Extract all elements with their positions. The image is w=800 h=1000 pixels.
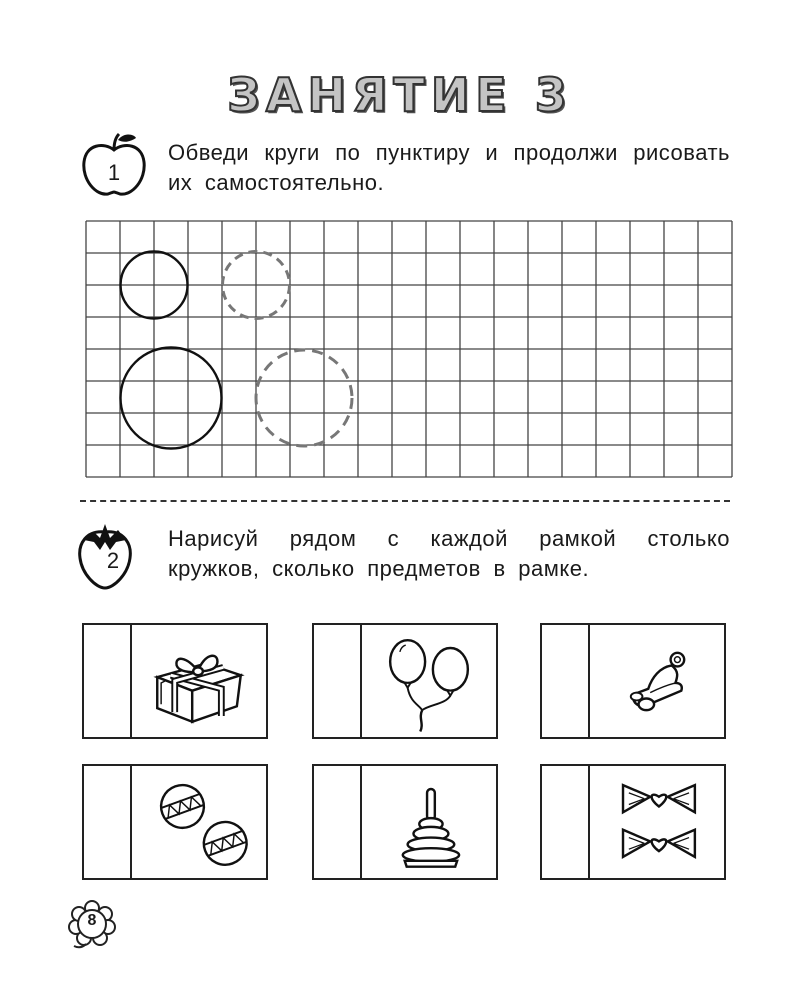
task1-instruction: Обведи круги по пунктиру и продолжи рисовать их самостоятельно.: [168, 140, 730, 195]
drawing-grid[interactable]: [85, 220, 733, 483]
answer-cell[interactable]: [542, 625, 590, 737]
answer-cell[interactable]: [84, 766, 132, 878]
answer-cell[interactable]: [84, 625, 132, 737]
balls-icon: [132, 766, 266, 878]
frame-bows: [540, 764, 726, 880]
answer-cell[interactable]: [314, 625, 362, 737]
balloons-icon: [362, 625, 496, 737]
gift-box-icon: [132, 625, 266, 737]
bell-icon: [590, 625, 724, 737]
task2-instruction: Нарисуй рядом с каждой рамкой столько кружков, сколько предметов в рамке.: [168, 526, 730, 581]
frame-balloons: [312, 623, 498, 739]
frame-pyramid: [312, 764, 498, 880]
large-circle-solid: [121, 348, 222, 449]
frame-balls: [82, 764, 268, 880]
frame-bell: [540, 623, 726, 739]
task-number-1: 1: [107, 160, 121, 185]
section-divider: [80, 500, 730, 502]
large-circle-dashed: [256, 350, 352, 446]
page-number: 8: [87, 912, 97, 929]
task-number-2: 2: [106, 548, 120, 573]
answer-cell[interactable]: [314, 766, 362, 878]
pyramid-toy-icon: [362, 766, 496, 878]
page-number-badge: [66, 898, 118, 950]
page-title: ЗАНЯТИЕ 3: [227, 68, 573, 122]
answer-cell[interactable]: [542, 766, 590, 878]
bows-icon: [590, 766, 724, 878]
frame-gift: [82, 623, 268, 739]
